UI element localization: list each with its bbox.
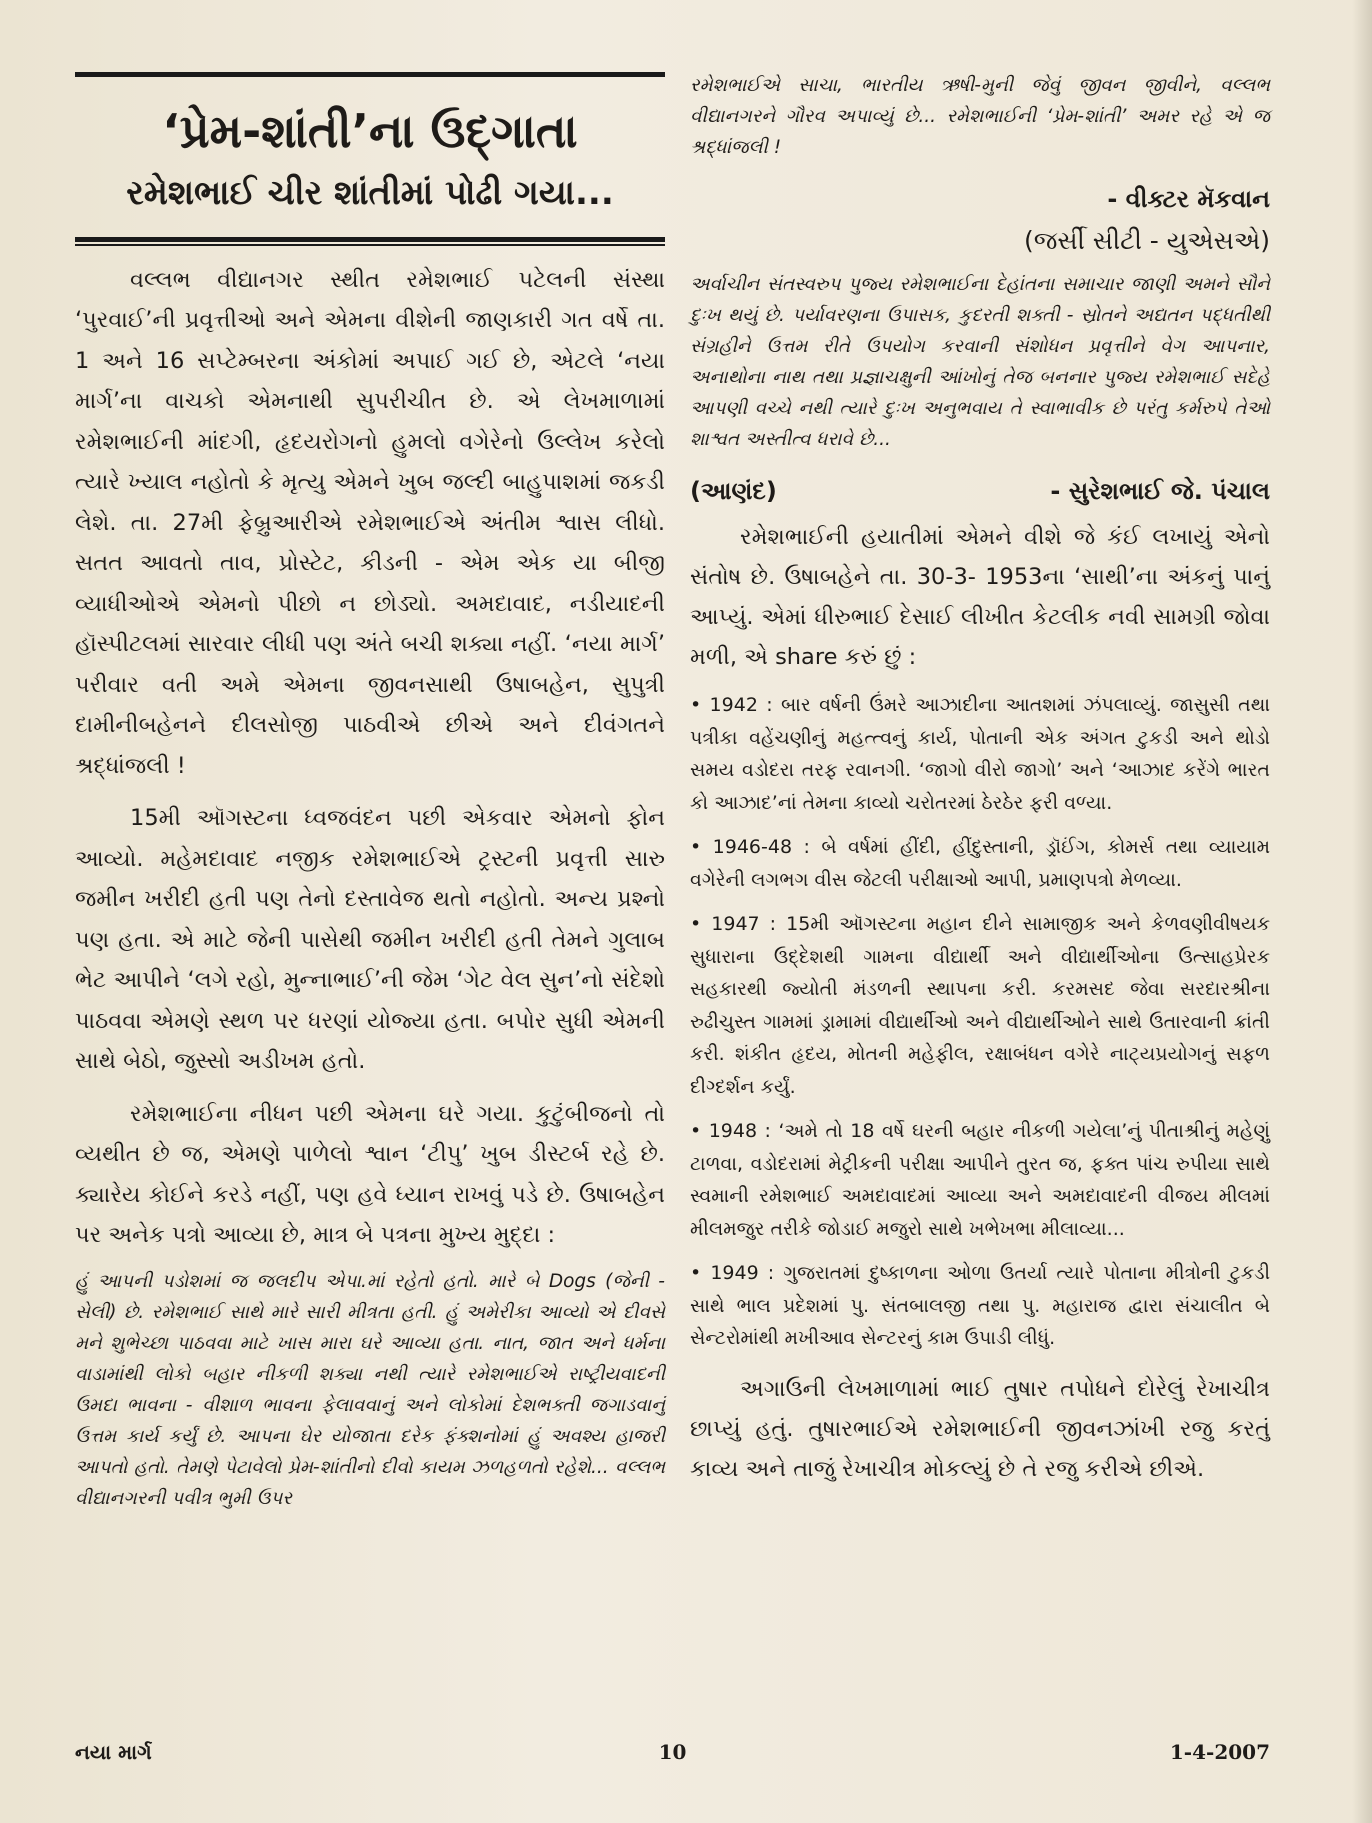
signature-place: (જર્સી સીટી - યુએસએ) xyxy=(1024,226,1270,255)
letter-quote: હું આપની પડોશમાં જ જલદીપ એપા.માં રહેતો હતો. મારે બે Dogs (જેની - સેલી) છે. રમેશભાઈ સાથે મારે સારી મીત્રતા હતી. હું અમેરીકા આવ્યો એ દીવસે મને શુભેચ્છા પાઠવવા માટે ખાસ મારા ઘરે આવ્યા હતા. નાત, જાત અને ધર્મના વાડામાંથી લોકો બહાર નીકળી શક્યા નથી ત્યારે રમેશભાઈએ રાષ્ટ્રીયવાદની ઉમદા ભાવના - વીશાળ ભાવના ફેલાવવાનું અને લોકોમાં દેશભક્તી જગાડવાનું ઉત્તમ કાર્ય કર્યું છે. આપના ઘેર યોજાતા દરેક ફંક્શનોમાં હું અવશ્ય હાજરી આપતો હતો. તેમણે પેટાવેલો પ્રેમ-શાંતીનો દીવો કાયમ ઝળહળતો રહેશે... વલ્લભ વીદ્યાનગરની પવીત્ર ભુમી ઉપર xyxy=(75,1270,665,1509)
page-footer xyxy=(75,1740,1270,1774)
timeline-item: • 1942 : બાર વર્ષની ઉંમરે આઝાદીના આતશમાં ઝંપલાવ્યું. જાસુસી તથા પત્રીકા વહેંચણીનું મહત્ત્વનું કાર્ય, પોતાની એક અંગત ટુકડી અને થોડો સમય વડોદરા તરફ રવાનગી. ‘જાગો વીરો જાગો’ અને ‘આઝાદ કરેંગે ભારત કો આઝાદ’નાં તેમના કાવ્યો ચરોતરમાં ઠેરઠેર ફરી વળ્યા. xyxy=(690,694,1270,814)
letter-quote-continued: રમેશભાઈએ સાચા, ભારતીય ઋષી-મુની જેવું જીવન જીવીને, વલ્લભ વીદ્યાનગરને ગૌરવ અપાવ્યું છે... રમેશભાઈની ‘પ્રેમ-શાંતી’ અમર રહે એ જ શ્રદ્ધાંજલી ! xyxy=(690,75,1270,158)
closing-paragraph: અગાઉની લેખમાળામાં ભાઈ તુષાર તપોધને દોરેલું રેખાચીત્ર છાપ્યું હતું. તુષારભાઈએ રમેશભાઈની જીવનઝાંખી રજુ કરતું કાવ્ય અને તાજું રેખાચીત્ર મોકલ્યું છે તે રજુ કરીએ છીએ. xyxy=(690,1375,1270,1482)
body-paragraph: વલ્લભ વીદ્યાનગર સ્થીત રમેશભાઈ પટેલની સંસ્થા ‘પુરવાઈ’ની પ્રવૃત્તીઓ અને એમના વીશેની જાણકારી ગત વર્ષે તા. 1 અને 16 સપ્ટેમ્બરના અંકોમાં અપાઈ ગઈ છે, એટલે ‘નયા માર્ગ’ના વાચકો એમનાથી સુપરીચીત છે. એ લેખમાળામાં રમેશભાઈની માંદગી, હૃદયરોગનો હુમલો વગેરેનો ઉલ્લેખ કરેલો ત્યારે ખ્યાલ નહોતો કે મૃત્યુ એમને ખુબ જલ્દી બાહુપાશમાં જકડી લેશે. તા. 27મી ફેબ્રુઆરીએ રમેશભાઈએ અંતીમ શ્વાસ લીધો. સતત આવતો તાવ, પ્રોસ્ટેટ, કીડની - એમ એક યા બીજી વ્યાધીઓએ એમનો પીછો ન છોડ્યો. અમદાવાદ, નડીયાદની હૉસ્પીટલમાં સારવાર લીધી પણ અંતે બચી શક્યા નહીં. ‘નયા માર્ગ’ પરીવાર વતી અમે એમના જીવનસાથી ઉષાબહેન, સુપુત્રી દામીનીબહેનને દીલસોજી પાઠવીએ છીએ અને દીવંગતને શ્રદ્ધાંજલી ! xyxy=(75,266,665,779)
publication-name: નયા માર્ગ xyxy=(75,1740,152,1764)
article-title: ‘પ્રેમ-શાંતી’ના ઉદ્‌ગાતા xyxy=(162,104,578,158)
letter-quote-2: અર્વાચીન સંતસ્વરુપ પુજ્ય રમેશભાઈના દેહાંતના સમાચાર જાણી અમને સૌને દુઃખ થયું છે. પર્યાવરણના ઉપાસક, કુદરતી શક્તી - સ્રોતને અદ્યતન પદ્ધતીથી સંગ્રહીને ઉત્તમ રીતે ઉપયોગ કરવાની સંશોધન પ્રવૃત્તીને વેગ આપનાર, અનાથોના નાથ તથા પ્રજ્ઞાચક્ષુની આંખોનું તેજ બનનાર પુજ્ય રમેશભાઈ સદેહે આપણી વચ્ચે નથી ત્યારે દુઃખ અનુભવાય તે સ્વાભાવીક છે પરંતુ કર્મરુપે તેઓ શાશ્વત અસ્તીત્વ ધરાવે છે... xyxy=(690,274,1270,450)
article-subtitle: રમેશભાઈ ચીર શાંતીમાં પોઢી ગયા... xyxy=(126,172,614,213)
timeline-item: • 1948 : ‘અમે તો 18 વર્ષે ઘરની બહાર નીકળી ગયેલા’નું પીતાશ્રીનું મહેણું ટાળવા, વડોદરામાં મેટ્રીકની પરીક્ષા આપીને તુરત જ, ફક્ત પાંચ રુપીયા સાથે સ્વમાની રમેશભાઈ અમદાવાદમાં આવ્યા અને અમદાવાદની વીજય મીલમાં મીલમજુર તરીકે જોડાઈ મજુરો સાથે ખભેખભા મીલાવ્યા... xyxy=(690,1120,1270,1240)
body-paragraph: રમેશભાઈના નીધન પછી એમના ઘરે ગયા. કુટુંબીજનો તો વ્યથીત છે જ, એમણે પાળેલો શ્વાન ‘ટીપુ’ ખુબ ડીસ્ટર્બ રહે છે. ક્યારેય કોઈને કરડે નહીં, પણ હવે ધ્યાન રાખવું પડે છે. ઉષાબહેન પર અનેક પત્રો આવ્યા છે, માત્ર બે પત્રના મુખ્ય મુદ્દા : xyxy=(75,1100,665,1249)
signature-name: - સુરેશભાઈ જે. પંચાલ xyxy=(1050,477,1270,505)
issue-date: 1-4-2007 xyxy=(1169,1740,1270,1764)
right-column xyxy=(690,70,1270,1489)
timeline-item: • 1946-48 : બે વર્ષમાં હીંદી, હીંદુસ્તાની, ડ્રૉઈંગ, કોમર્સ તથા વ્યાયામ વગેરેની લગભગ વીસ જેટલી પરીક્ષાઓ આપી, પ્રમાણપત્રો મેળવ્યા. xyxy=(690,836,1270,891)
title-bottom-rule-thick xyxy=(75,237,665,242)
body-paragraph: 15મી ઑગસ્ટના ધ્વજવંદન પછી એકવાર એમનો ફોન આવ્યો. મહેમદાવાદ નજીક રમેશભાઈએ ટ્રસ્ટની પ્રવૃત્તી સારુ જમીન ખરીદી હતી પણ તેનો દસ્તાવેજ થતો નહોતો. અન્ય પ્રશ્નો પણ હતા. એ માટે જેની પાસેથી જમીન ખરીદી હતી તેમને ગુલાબ ભેટ આપીને ‘લગે રહો, મુન્નાભાઈ’ની જેમ ‘ગેટ વેલ સુન’નો સંદેશો પાઠવવા એમણે સ્થળ પર ધરણાં યોજ્યા હતા. બપોર સુધી એમની સાથે બેઠો, જુસ્સો અડીખમ હતો. xyxy=(75,805,665,1075)
page-edge-shadow xyxy=(1352,0,1372,1823)
timeline-item: • 1947 : 15મી ઑગસ્ટના મહાન દીને સામાજીક અને કેળવણીવીષયક સુધારાના ઉદ્દેશથી ગામના વીદ્યાર્થી અને વીદ્યાર્થીઓના ઉત્સાહપ્રેરક સહકારથી જ્યોતી મંડળની સ્થાપના કરી. કરમસદ જેવા સરદારશ્રીના રુઢીચુસ્ત ગામમાં ડ્રામામાં વીદ્યાર્થીઓ અને વીદ્યાર્થીઓને સાથે ઉતારવાની ક્રાંતી કરી. શંકીત હૃદય, મોતની મહેફીલ, રક્ષાબંધન વગેરે નાટ્યપ્રયોગનું સફળ દીગ્દર્શન કર્યું. xyxy=(690,913,1270,1098)
signature-place: (આણંદ) xyxy=(690,477,777,505)
body-paragraph: રમેશભાઈની હયાતીમાં એમને વીશે જે કંઈ લખાયું એનો સંતોષ છે. ઉષાબહેને તા. 30-3- 1953ના ‘સાથી’ના અંકનું પાનું આપ્યું. એમાં ધીરુભાઈ દેસાઈ લીખીત કેટલીક નવી સામગ્રી જોવા મળી, એ share કરું છું : xyxy=(690,524,1270,670)
left-column xyxy=(75,70,665,1514)
signature-name: - વીક્ટર મૅકવાન xyxy=(1107,185,1270,213)
page-number: 10 xyxy=(658,1740,687,1764)
title-bottom-rule-thin xyxy=(75,244,665,246)
title-top-rule xyxy=(75,72,665,77)
signature-row xyxy=(690,473,1270,509)
timeline-item: • 1949 : ગુજરાતમાં દુષ્કાળના ઓળા ઉતર્યા ત્યારે પોતાના મીત્રોની ટુકડી સાથે ભાલ પ્રદેશમાં પુ. સંતબાલજી તથા પુ. મહારાજ દ્વારા સંચાલીત બે સેન્ટરોમાંથી મખીઆવ સેન્ટરનું કામ ઉપાડી લીધું. xyxy=(690,1262,1270,1349)
